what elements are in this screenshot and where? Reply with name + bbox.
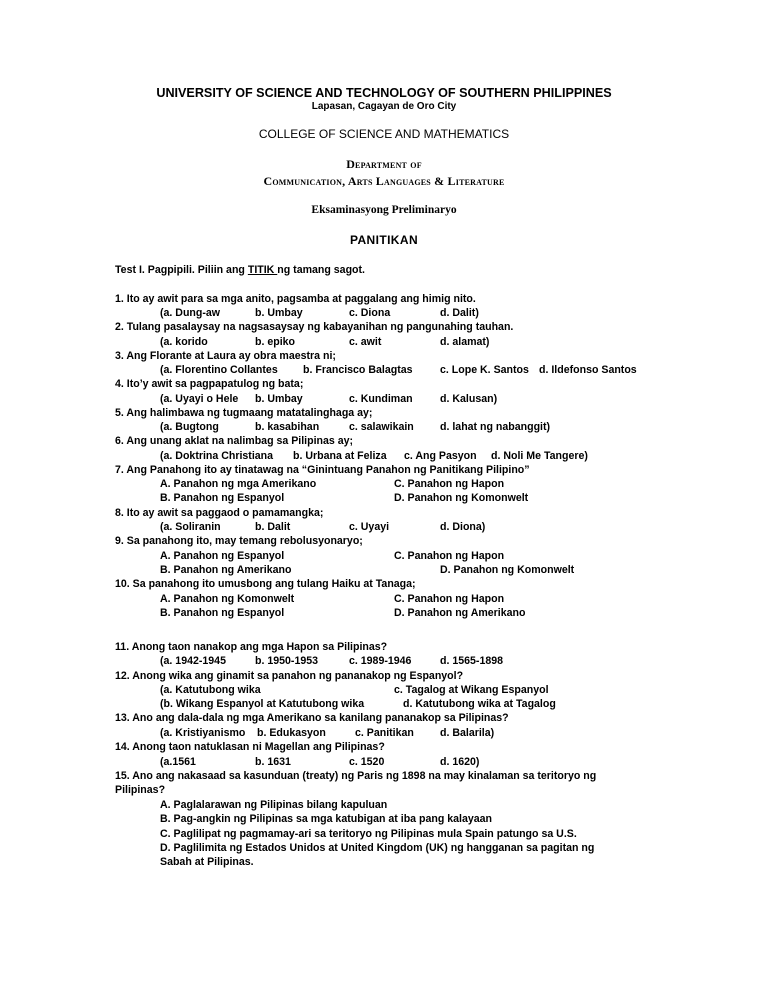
question-2: 2. Tulang pasalaysay na nagsasaysay ng kabayanihan ng pangunahing tauhan. (115, 321, 514, 333)
q13-option-d: d. Balarila) (440, 727, 495, 739)
q6-option-b: b. Urbana at Feliza (293, 450, 387, 462)
question-6: 6. Ang unang aklat na nalimbag sa Pilipinas ay; (115, 435, 354, 447)
q11-option-b: b. 1950-1953 (255, 655, 319, 667)
q14-option-c: c. 1520 (349, 756, 385, 768)
question-12: 12. Anong wika ang ginamit sa panahon ng pananakop ng Espanyol? (115, 670, 464, 682)
question-14: 14. Anong taon natuklasan ni Magellan ang Pilipinas? (115, 741, 385, 753)
q3-option-c: c. Lope K. Santos (440, 364, 529, 376)
question-10: 10. Sa panahong ito umusbong ang tulang Haiku at Tanaga; (115, 578, 416, 590)
q12-option-a: (a. Katutubong wika (160, 684, 261, 696)
q3-option-d: d. Ildefonso Santos (539, 364, 637, 376)
question-13: 13. Ano ang dala-dala ng mga Amerikano sa kanilang pananakop sa Pilipinas? (115, 712, 509, 724)
q2-option-c: c. awit (349, 336, 382, 348)
q10-option-c: C. Panahon ng Hapon (394, 593, 505, 605)
q3-option-b: b. Francisco Balagtas (303, 364, 413, 376)
subject-title: PANITIKAN (349, 233, 419, 247)
q6-option-a: (a. Doktrina Christiana (160, 450, 274, 462)
q10-option-a: A. Panahon ng Komonwelt (160, 593, 295, 605)
q13-option-b: b. Edukasyon (257, 727, 326, 739)
q15-option-a: A. Paglalarawan ng Pilipinas bilang kapuluan (160, 799, 388, 811)
question-4: 4. Ito’y awit sa pagpapatulog ng bata; (115, 378, 304, 390)
q7-option-c: C. Panahon ng Hapon (394, 478, 505, 490)
q12-option-b: (b. Wikang Espanyol at Katutubong wika (160, 698, 365, 710)
question-8: 8. Ito ay awit sa paggaod o pamamangka; (115, 507, 324, 519)
q13-option-a: (a. Kristiyanismo (160, 727, 246, 739)
q2-option-d: d. alamat) (440, 336, 490, 348)
q1-option-d: d. Dalit) (440, 307, 479, 319)
q8-option-b: b. Dalit (255, 521, 291, 533)
question-3: 3. Ang Florante at Laura ay obra maestra ni; (115, 350, 336, 362)
q8-option-a: (a. Soliranin (160, 521, 221, 533)
university-name: UNIVERSITY OF SCIENCE AND TECHNOLOGY OF SOUTHERN PHILIPPINES (156, 86, 612, 100)
q2-option-a: (a. korido (160, 336, 208, 348)
q4-option-d: d. Kalusan) (440, 393, 498, 405)
q12-option-c: c. Tagalog at Wikang Espanyol (394, 684, 549, 696)
q4-option-b: b. Umbay (255, 393, 303, 405)
q12-option-d: d. Katutubong wika at Tagalog (403, 698, 556, 710)
q11-option-d: d. 1565-1898 (440, 655, 504, 667)
q5-option-b: b. kasabihan (255, 421, 320, 433)
q11-option-a: (a. 1942-1945 (160, 655, 226, 667)
q5-option-a: (a. Bugtong (160, 421, 219, 433)
q4-option-a: (a. Uyayi o Hele (160, 393, 239, 405)
q5-option-d: d. lahat ng nabanggit) (440, 421, 551, 433)
q10-option-d: D. Panahon ng Amerikano (394, 607, 526, 619)
question-15: 15. Ano ang nakasaad sa kasunduan (treaty) ng Paris ng 1898 na may kinalaman sa teritoryo ng (115, 770, 597, 782)
exam-title: Eksaminasyong Preliminaryo (311, 204, 457, 216)
question-11: 11. Anong taon nanakop ang mga Hapon sa Pilipinas? (115, 641, 388, 653)
question-1: 1. Ito ay awit para sa mga anito, pagsamba at paggalang ang himig nito. (115, 293, 476, 305)
department-line-2: Communication, Arts Languages & Literature (263, 174, 505, 188)
q13-option-c: c. Panitikan (355, 727, 414, 739)
q3-option-a: (a. Florentino Collantes (160, 364, 278, 376)
question-15-continued: Pilipinas? (115, 784, 166, 796)
q6-option-c: c. Ang Pasyon (404, 450, 477, 462)
q1-option-c: c. Diona (349, 307, 391, 319)
q9-option-c: C. Panahon ng Hapon (394, 550, 505, 562)
q7-option-a: A. Panahon ng mga Amerikano (160, 478, 317, 490)
instructions-emphasis: TITIK (247, 264, 278, 276)
test-instructions: Test I. Pagpipili. Piliin ang TITIK ng tamang sagot. (115, 264, 365, 276)
question-5: 5. Ang halimbawa ng tugmaang matatalinghaga ay; (115, 407, 373, 419)
q9-option-b: B. Panahon ng Amerikano (160, 564, 292, 576)
q10-option-b: B. Panahon ng Espanyol (160, 607, 285, 619)
q9-option-a: A. Panahon ng Espanyol (160, 550, 285, 562)
q2-option-b: b. epiko (255, 336, 296, 348)
q15-option-d-continued: Sabah at Pilipinas. (160, 856, 254, 868)
q8-option-c: c. Uyayi (349, 521, 390, 533)
department-line-1: Department of (346, 157, 422, 171)
question-9: 9. Sa panahong ito, may temang rebolusyonaryo; (115, 535, 363, 547)
q7-option-b: B. Panahon ng Espanyol (160, 492, 285, 504)
q15-option-d: D. Paglilimita ng Estados Unidos at United Kingdom (UK) ng hangganan sa pagitan ng (160, 842, 595, 854)
q14-option-a: (a.1561 (160, 756, 196, 768)
q14-option-d: d. 1620) (440, 756, 480, 768)
q8-option-d: d. Diona) (440, 521, 486, 533)
q11-option-c: c. 1989-1946 (349, 655, 412, 667)
q9-option-d: D. Panahon ng Komonwelt (440, 564, 575, 576)
college-name: COLLEGE OF SCIENCE AND MATHEMATICS (258, 127, 510, 141)
q1-option-b: b. Umbay (255, 307, 303, 319)
q7-option-d: D. Panahon ng Komonwelt (394, 492, 529, 504)
q6-option-d: d. Noli Me Tangere) (491, 450, 588, 462)
q14-option-b: b. 1631 (255, 756, 291, 768)
q5-option-c: c. salawikain (349, 421, 414, 433)
q15-option-b: B. Pag-angkin ng Pilipinas sa mga katubigan at iba pang kalayaan (160, 813, 493, 825)
q4-option-c: c. Kundiman (349, 393, 413, 405)
question-7: 7. Ang Panahong ito ay tinatawag na “Ginintuang Panahon ng Panitikang Pilipino” (115, 464, 530, 476)
university-address: Lapasan, Cagayan de Oro City (311, 101, 457, 112)
q15-option-c: C. Paglilipat ng pagmamay-ari sa teritoryo ng Pilipinas mula Spain patungo sa U.S. (160, 828, 577, 840)
q1-option-a: (a. Dung-aw (160, 307, 221, 319)
